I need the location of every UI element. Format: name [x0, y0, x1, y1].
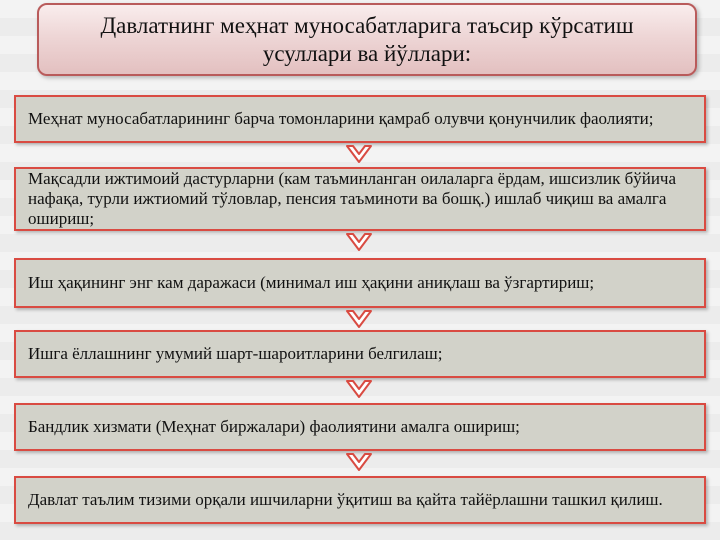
step-text-5: Бандлик хизмати (Меҳнат биржалари) фаолиятини амалга ошириш; — [28, 417, 520, 436]
step-text-6: Давлат таълим тизими орқали ишчиларни ўқитиш ва қайта тайёрлашни ташкил қилиш. — [28, 490, 663, 509]
step-text-4: Ишга ёллашнинг умумий шарт-шароитларини белгилаш; — [28, 344, 443, 363]
step-box-1 — [14, 95, 706, 143]
down-arrow-icon — [344, 143, 374, 165]
down-arrow-icon — [344, 451, 374, 473]
title-box — [37, 3, 697, 76]
down-arrow-icon — [344, 231, 374, 253]
page-title: Давлатнинг меҳнат муносабатларига таъсир кўрсатиш усуллари ва йўллари: — [100, 12, 634, 66]
step-text-2: Мақсадли ижтимоий дастурларни (кам таъминланган оилаларга ёрдам, ишсизлик бўйича нафақа, турли ижтиомий тўловлар, пенсия таъминоти ва бошқ.) ишлаб чиқиш ва амалга ошириш; — [28, 169, 677, 228]
step-text-1: Меҳнат муносабатларининг барча томонларини қамраб олувчи қонунчилик фаолияти; — [28, 109, 654, 128]
down-arrow-icon — [344, 378, 374, 400]
down-arrow-icon — [344, 308, 374, 330]
step-box-3 — [14, 258, 706, 308]
step-box-2 — [14, 167, 706, 231]
step-box-6 — [14, 476, 706, 524]
step-text-3: Иш ҳақининг энг кам даражаси (минимал иш ҳақини аниқлаш ва ўзгартириш; — [28, 273, 595, 292]
step-box-4 — [14, 330, 706, 378]
step-box-5 — [14, 403, 706, 451]
